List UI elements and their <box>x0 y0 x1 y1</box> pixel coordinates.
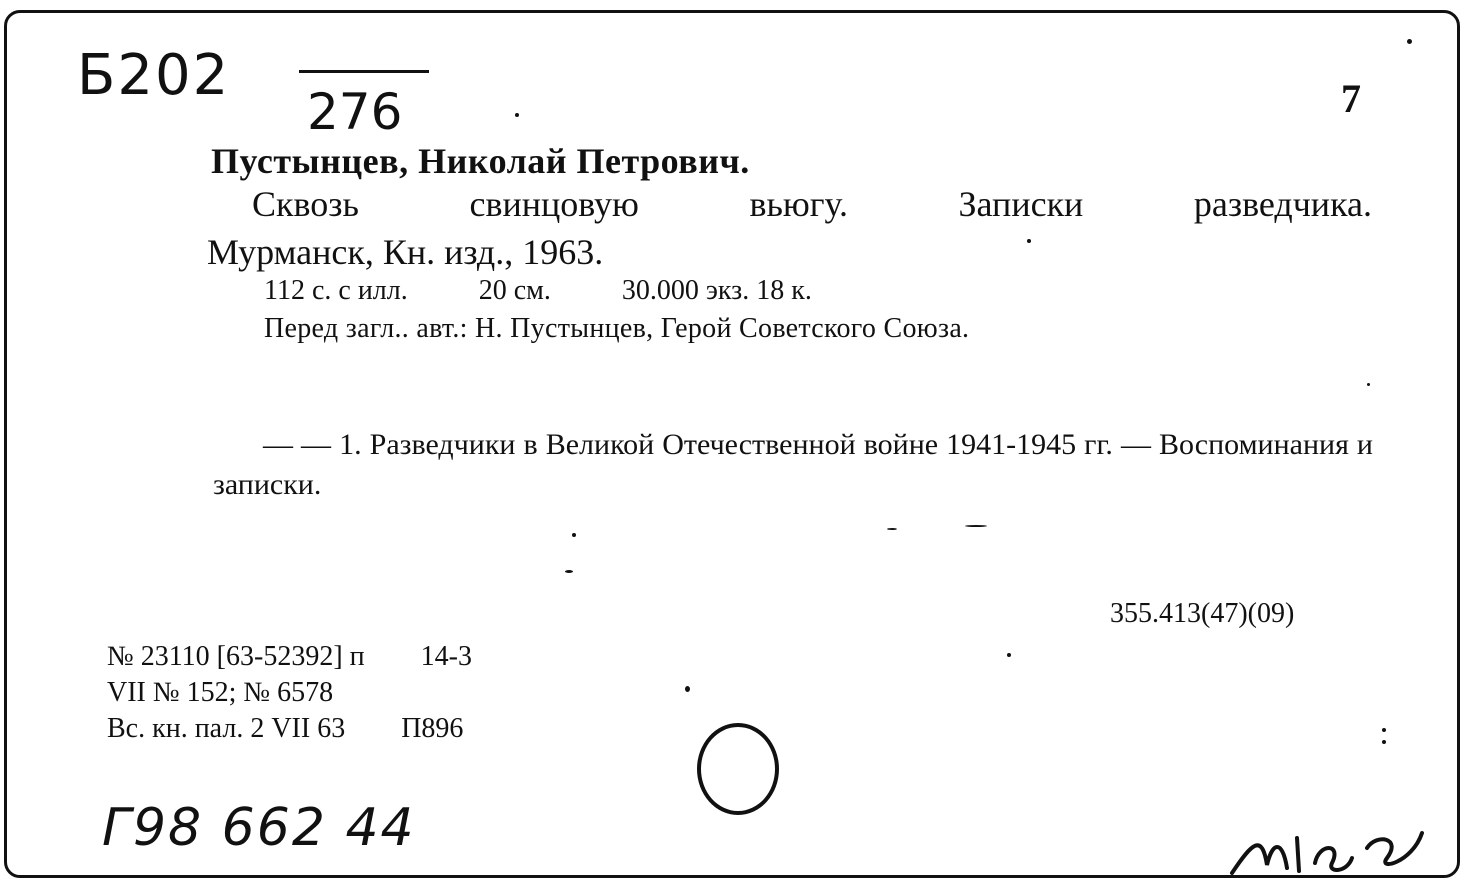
inventory-handwritten: Г98 662 44 <box>102 798 416 858</box>
catalog-card <box>4 10 1460 878</box>
title-word: разведчика. <box>1193 184 1372 224</box>
title-word: свинцовую <box>469 184 639 224</box>
speck <box>1382 740 1386 744</box>
corner-mark: 7 <box>1341 76 1361 121</box>
speck <box>1382 728 1386 732</box>
call-number-main: Б202 <box>77 43 231 108</box>
note: Перед загл.. авт.: Н. Пустынцев, Герой Советского Союза. <box>264 313 970 344</box>
bib-line-3 <box>107 713 463 745</box>
speck <box>1027 239 1031 243</box>
speck <box>685 686 690 692</box>
udc-code: 355.413(47)(09) <box>1110 598 1295 629</box>
title-word: вьюгу. <box>749 184 848 224</box>
imprint: Мурманск, Кн. изд., 1963. <box>207 232 604 272</box>
bib-number: № 23110 [63-52392] п <box>107 641 365 672</box>
call-number-divider <box>299 70 429 73</box>
chamber-ref: Вс. кн. пал. 2 VII 63 <box>107 713 346 744</box>
bib-line-2: VII № 152; № 6578 <box>107 677 334 708</box>
speck <box>1367 383 1370 386</box>
speck <box>515 113 519 117</box>
speck <box>887 528 897 530</box>
speck <box>572 533 576 537</box>
physical-description <box>264 275 812 307</box>
size: 20 см. <box>478 275 551 306</box>
title-line <box>252 183 1372 225</box>
signature-icon <box>1227 803 1437 883</box>
circle-stamp-icon <box>697 723 779 815</box>
bib-code: 14-3 <box>420 641 472 672</box>
call-number-sub: 276 <box>307 83 403 141</box>
title-word: Сквозь <box>252 184 359 224</box>
copies-price: 30.000 экз. 18 к. <box>621 275 812 306</box>
speck <box>565 570 573 573</box>
author-heading: Пустынцев, Николай Петрович. <box>211 141 750 181</box>
speck <box>1007 653 1011 657</box>
bib-line-1 <box>107 641 472 673</box>
speck <box>965 525 987 527</box>
title-word: Записки <box>958 184 1084 224</box>
speck <box>1407 39 1412 44</box>
chamber-code: П896 <box>401 713 464 744</box>
pages: 112 с. с илл. <box>264 275 408 306</box>
subject-heading: — — 1. Разведчики в Великой Отечественной войне 1941-1945 гг. — Воспоминания и записки. <box>213 428 1373 501</box>
